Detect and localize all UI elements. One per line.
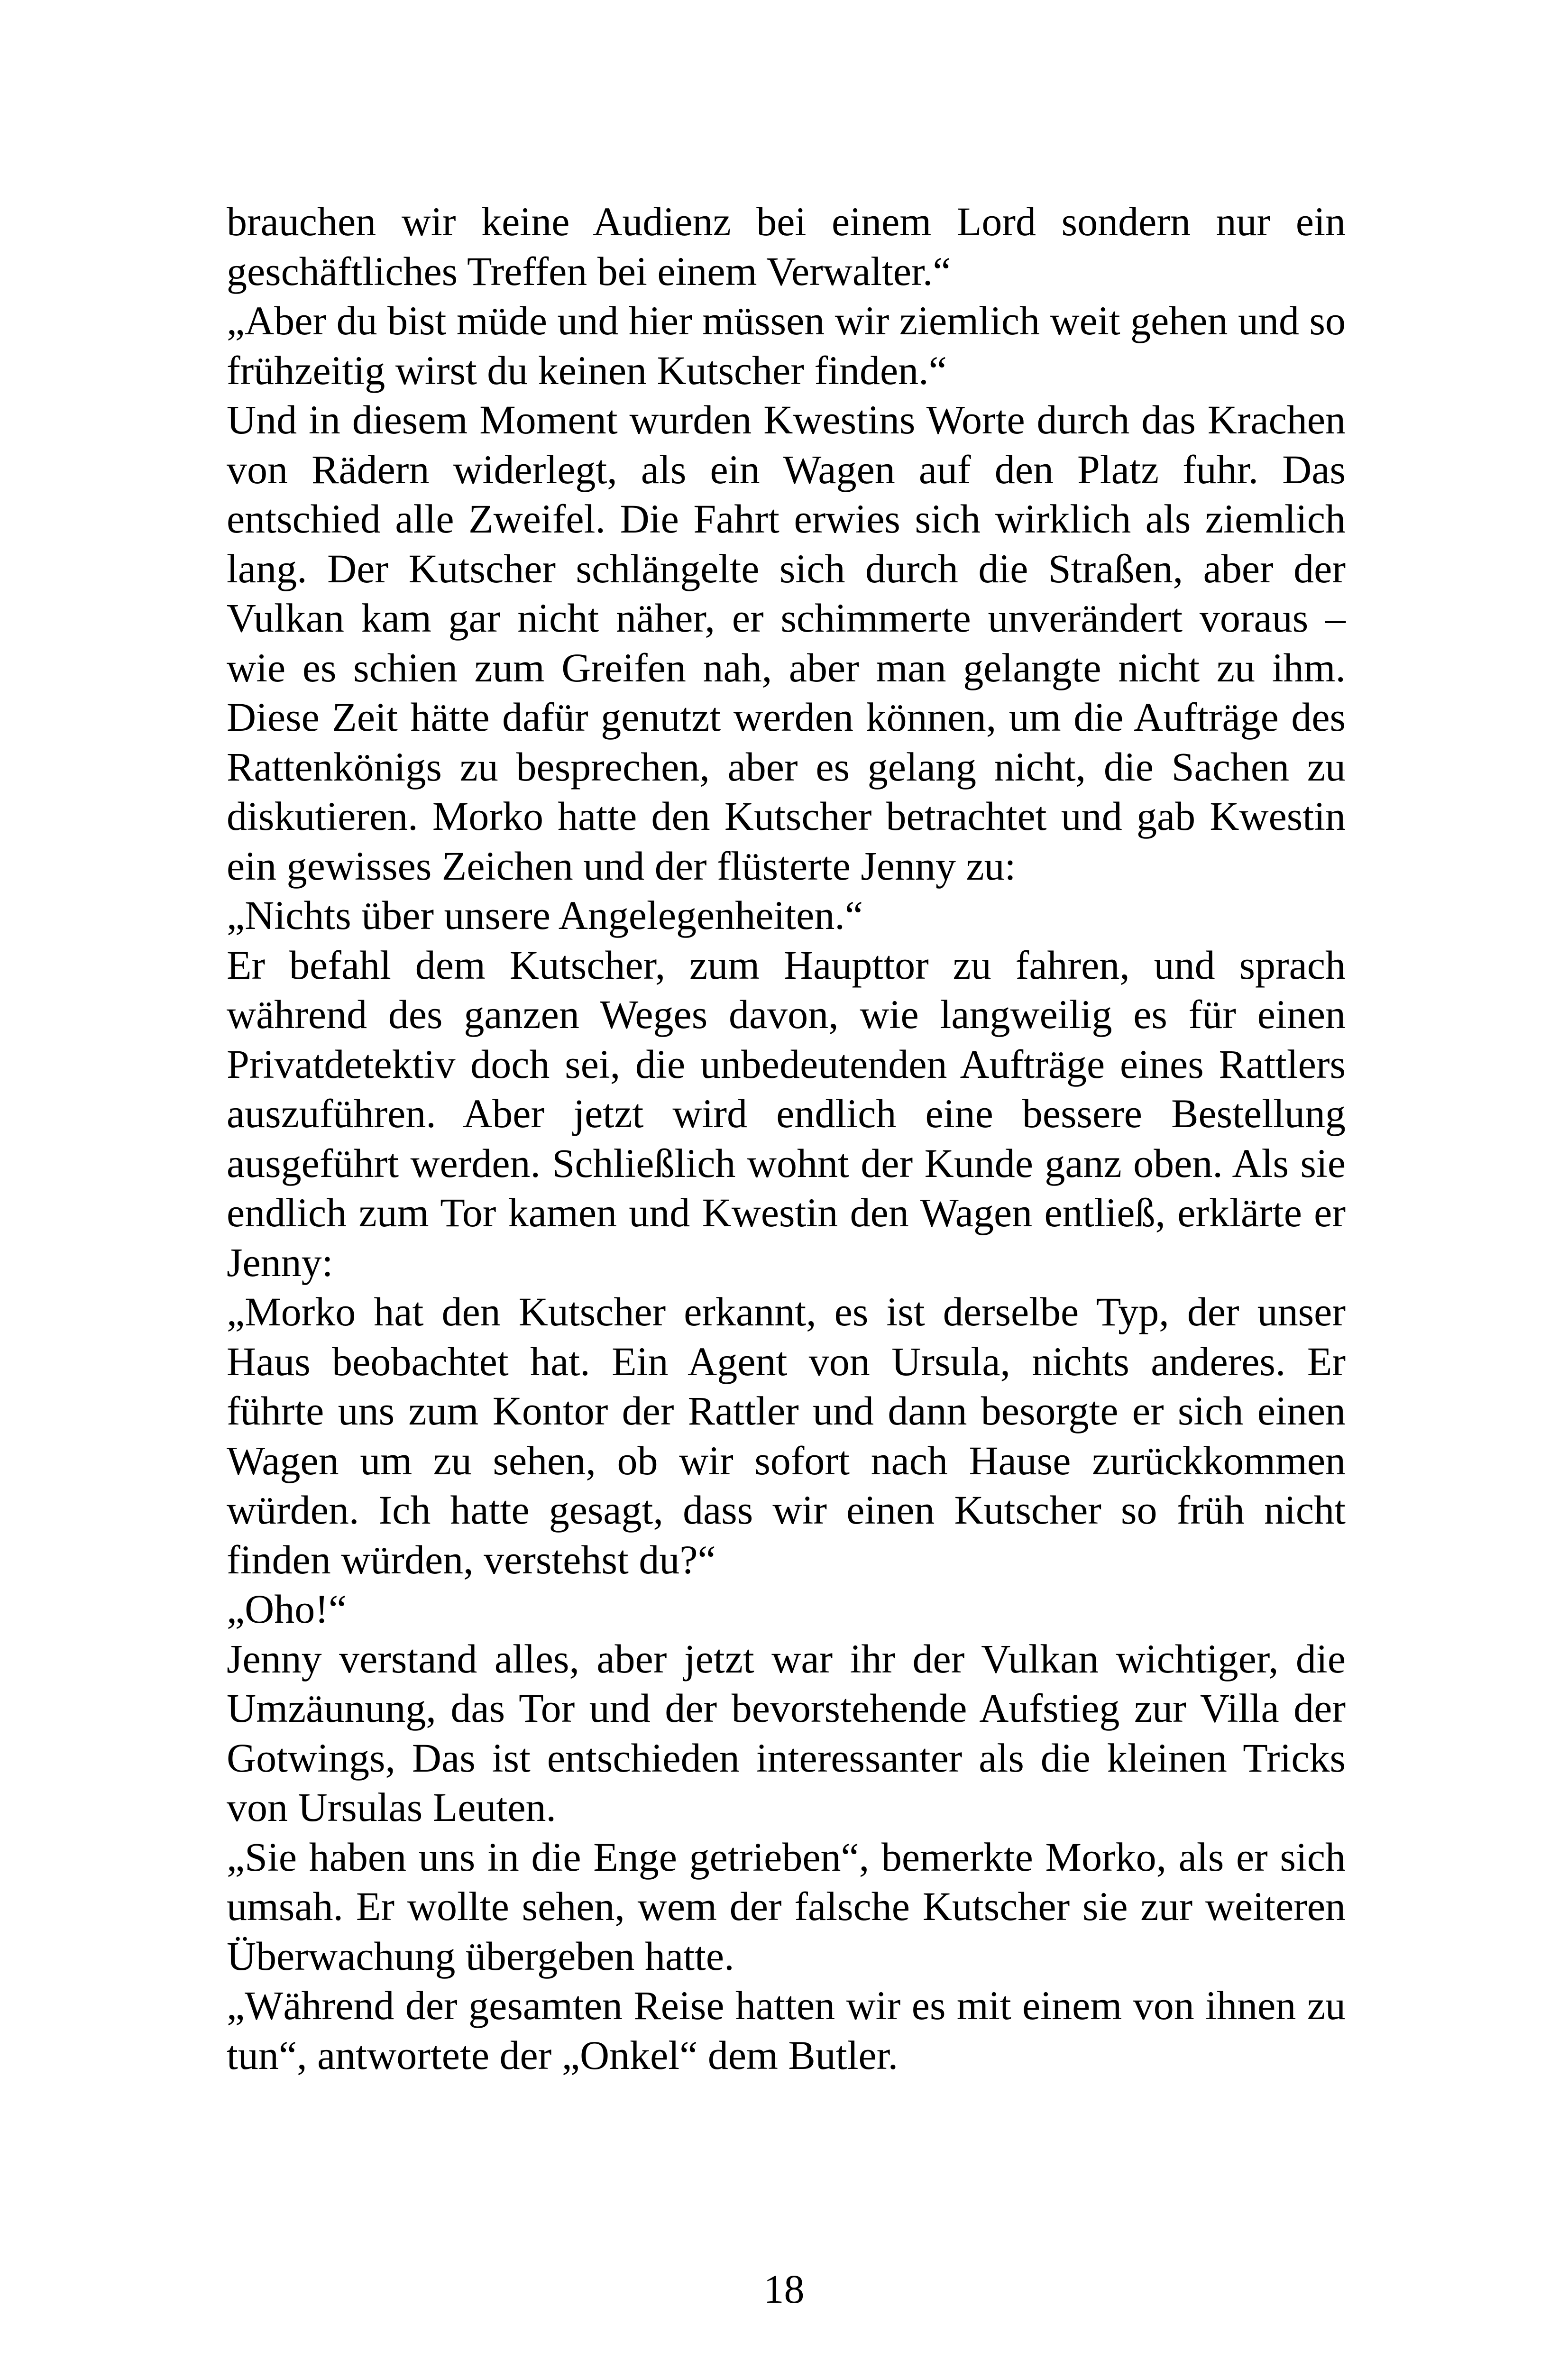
paragraph-3: Und in diesem Moment wurden Kwestins Worte durch das Krachen von Rädern widerlegt, als ein Wagen auf den Platz fuhr. Das entschied alle Zweifel. Die Fahrt erwies sich wirklich als ziemlich lang. Der Kutscher schlängelte sich durch die Straßen, aber der Vulkan kam gar nicht näher, er schimmerte unverändert voraus – wie es schien zum Greifen nah, aber man gelangte nicht zu ihm. Diese Zeit hätte dafür genutzt werden können, um die Aufträge des Rattenkönigs zu besprechen, aber es gelang nicht, die Sachen zu diskutieren. Morko hatte den Kutscher betrachtet und gab Kwestin ein gewisses Zeichen und der flüsterte Jenny zu: xyxy=(227,397,1346,889)
paragraph-7: „Oho!“ xyxy=(227,1586,347,1632)
paragraph-6: „Morko hat den Kutscher erkannt, es ist derselbe Typ, der unser Haus beobachtet hat. Ein Agent von Ursula, nichts anderes. Er führte uns zum Kontor der Rattler und dann besorgte er sich einen Wagen um zu sehen, ob wir sofort nach Hause zurückkommen würden. Ich hatte gesagt, dass wir einen Kutscher so früh nicht finden würden, verstehst du?“ xyxy=(227,1289,1346,1582)
paragraph-9: „Sie haben uns in die Enge getrieben“, bemerkte Morko, als er sich umsah. Er wollte sehen, wem der falsche Kutscher sie zur weiteren Überwachung übergeben hatte. xyxy=(227,1834,1346,1979)
page-number: 18 xyxy=(763,2266,805,2312)
body-text xyxy=(227,197,1346,2080)
paragraph-10: „Während der gesamten Reise hatten wir es mit einem von ihnen zu tun“, antwortete der „Onkel“ dem Butler. xyxy=(227,1983,1346,2078)
paragraph-2: „Aber du bist müde und hier müssen wir ziemlich weit gehen und so frühzeitig wirst du keinen Kutscher finden.“ xyxy=(227,298,1346,393)
paragraph-4: „Nichts über unsere Angelegenheiten.“ xyxy=(227,892,863,938)
paragraph-8: Jenny verstand alles, aber jetzt war ihr der Vulkan wichtiger, die Umzäunung, das Tor und der bevorstehende Aufstieg zur Villa der Gotwings, Das ist entschieden interessanter als die kleinen Tricks von Ursulas Leuten. xyxy=(227,1636,1346,1830)
paragraph-1: brauchen wir keine Audienz bei einem Lord sondern nur ein geschäftliches Treffen bei einem Verwalter.“ xyxy=(227,199,1346,294)
paragraph-5: Er befahl dem Kutscher, zum Haupttor zu fahren, und sprach während des ganzen Weges davon, wie langweilig es für einen Privatdetektiv doch sei, die unbedeutenden Aufträge eines Rattlers auszuführen. Aber jetzt wird endlich eine bessere Bestellung ausgeführt werden. Schließlich wohnt der Kunde ganz oben. Als sie endlich zum Tor kamen und Kwestin den Wagen entließ, erklärte er Jenny: xyxy=(227,942,1346,1285)
